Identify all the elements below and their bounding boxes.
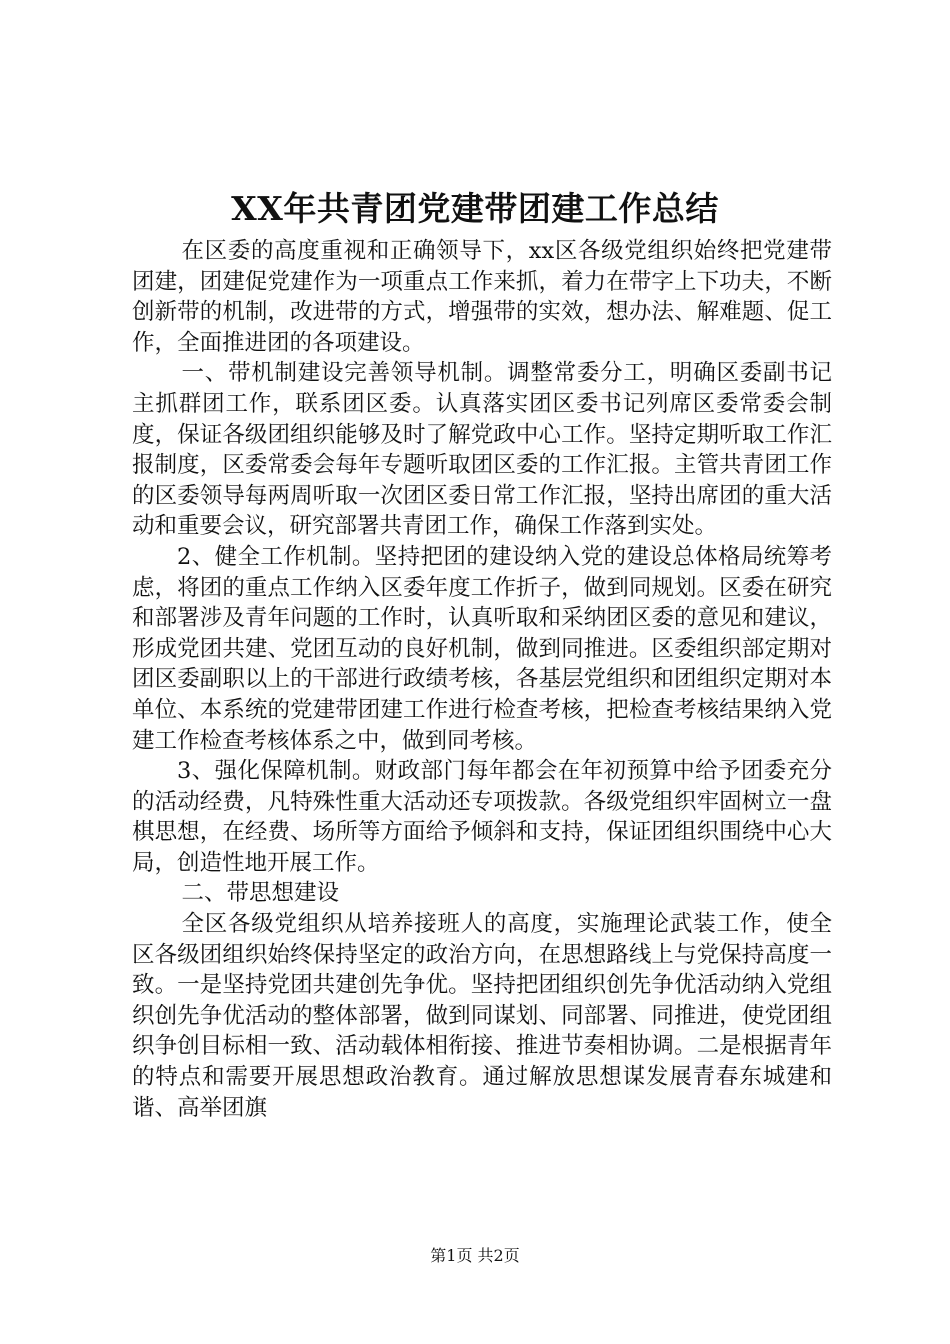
paragraph-section-2-body: 全区各级党组织从培养接班人的高度，实施理论武装工作，使全区各级团组织始终保持坚定的政治方向，在思想路线上与党保持高度一致。一是坚持党团共建创先争优。坚持把团组织创先争优活动纳入党组织创先争优活动的整体部署，做到同谋划、同部署、同推进，使党团组织争创目标相一致、活动载体相衔接、推进节奏相协调。二是根据青年的特点和需要开展思想政治教育。通过解放思想谋发展青春东城建和谐、高举团旗 xyxy=(132,911,832,1121)
document-body xyxy=(132,236,832,1123)
paragraph-section-1: 一、带机制建设完善领导机制。调整常委分工，明确区委副书记主抓群团工作，联系团区委。认真落实团区委书记列席区委常委会制度，保证各级团组织能够及时了解党政中心工作。坚持定期听取工作汇报制度，区委常委会每年专题听取团区委的工作汇报。主管共青团工作的区委领导每两周听取一次团区委日常工作汇报，坚持出席团的重大活动和重要会议，研究部署共青团工作，确保工作落到实处。 xyxy=(132,360,832,540)
paragraph-item-3: 3、强化保障机制。财政部门每年都会在年初预算中给予团委充分的活动经费，凡特殊性重大活动还专项拨款。各级党组织牢固树立一盘棋思想，在经费、场所等方面给予倾斜和支持，保证团组织围绕中心大局，创造性地开展工作。 xyxy=(132,758,832,876)
page-number-footer: 第1页 共2页 xyxy=(430,1246,520,1265)
paragraph-item-2: 2、健全工作机制。坚持把团的建设纳入党的建设总体格局统筹考虑，将团的重点工作纳入区委年度工作折子，做到同规划。区委在研究和部署涉及青年问题的工作时，认真听取和采纳团区委的意见和建议，形成党团共建、党团互动的良好机制，做到同推进。区委组织部定期对团区委副职以上的干部进行政绩考核，各基层党组织和团组织定期对本单位、本系统的党建带团建工作进行检查考核，把检查考核结果纳入党建工作检查考核体系之中，做到同考核。 xyxy=(132,543,832,754)
document-title: XX年共青团党建带团建工作总结 xyxy=(231,189,719,228)
paragraph-section-2-heading: 二、带思想建设 xyxy=(181,880,340,907)
paragraph-intro: 在区委的高度重视和正确领导下，xx区各级党组织始终把党建带团建，团建促党建作为一项重点工作来抓，着力在带字上下功夫，不断创新带的机制，改进带的方式，增强带的实效，想办法、解难题、促工作，全面推进团的各项建设。 xyxy=(132,238,832,356)
